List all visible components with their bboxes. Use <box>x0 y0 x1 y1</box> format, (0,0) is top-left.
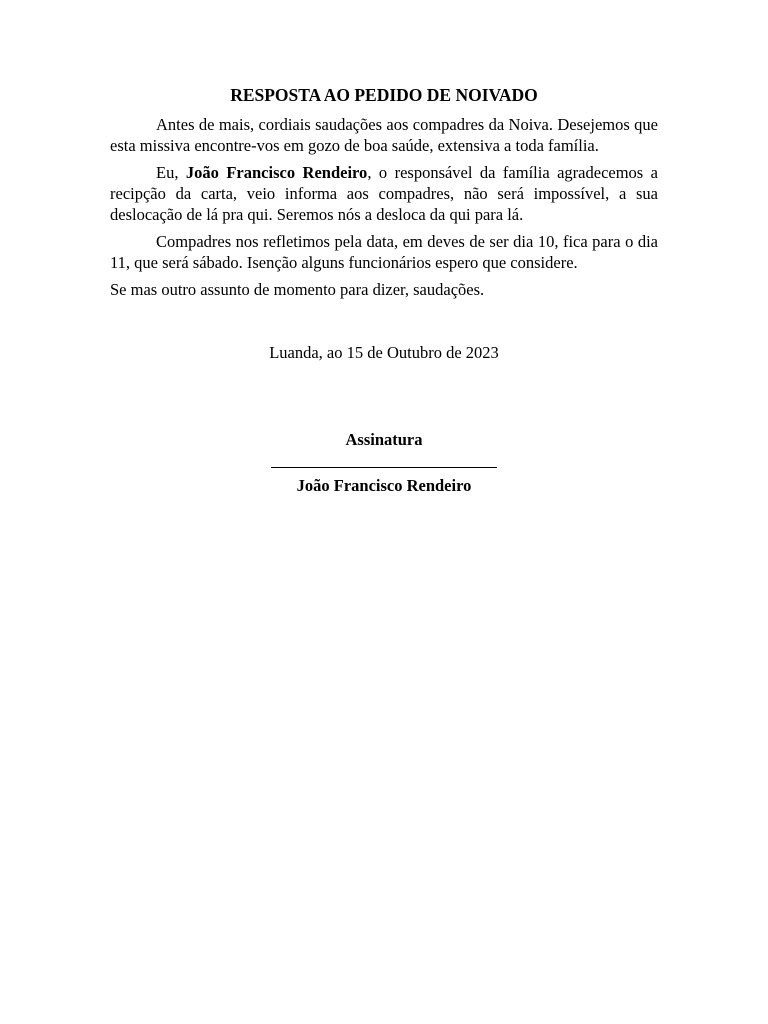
date-line: Luanda, ao 15 de Outubro de 2023 <box>269 343 499 362</box>
signature-line <box>271 466 497 468</box>
paragraph-closing: Se mas outro assunto de momento para dizer, saudações. <box>110 280 485 299</box>
letter-body <box>110 84 658 495</box>
paragraph-greeting: Antes de mais, cordiais saudações aos compadres da Noiva. Desejemos que esta missiva encontre-vos em gozo de boa saúde, extensiva a toda família. <box>110 115 658 155</box>
signature-name: João Francisco Rendeiro <box>296 476 472 495</box>
signature-block <box>110 429 658 497</box>
paragraph-date-change: Compadres nos refletimos pela data, em deves de ser dia 10, fica para o dia 11, que será sábado. Isenção alguns funcionários espero que considere. <box>110 232 658 272</box>
signature-label: Assinatura <box>345 430 423 449</box>
paragraph-response-text: , o responsável da família agradecemos a recipção da carta, veio informa aos compadres, não será impossível, a sua deslocação de lá pra qui. Seremos nós a desloca da qui para lá. <box>110 163 658 224</box>
paragraph-response-intro: Eu, <box>156 163 186 182</box>
letter-title: RESPOSTA AO PEDIDO DE NOIVADO <box>230 85 538 105</box>
author-name-inline: João Francisco Rendeiro <box>185 163 368 182</box>
paragraph-response <box>110 162 658 225</box>
